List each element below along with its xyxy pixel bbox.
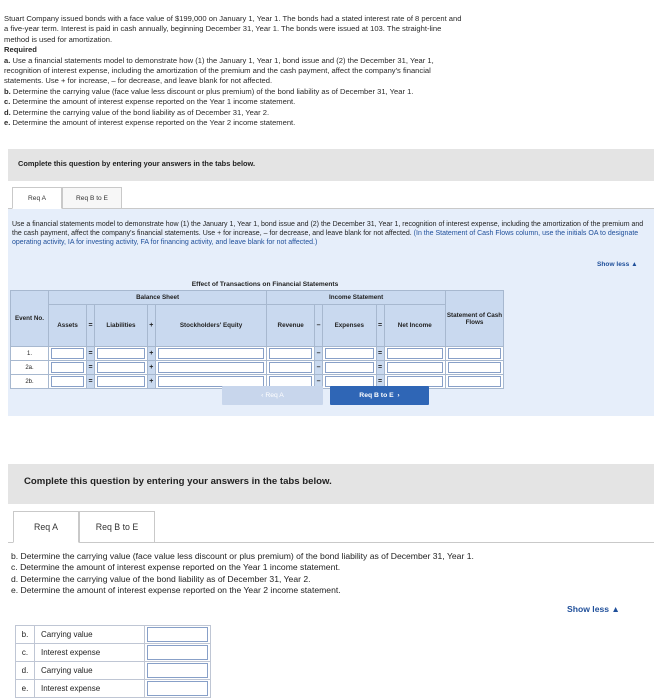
triangle-up-icon: ▲ xyxy=(631,261,638,268)
tab-req-b-to-e[interactable]: Req B to E xyxy=(62,187,122,209)
event-number: 2a. xyxy=(11,361,49,375)
equals-sign: = xyxy=(376,305,384,347)
equals-sign: = xyxy=(87,305,95,347)
equity-input[interactable] xyxy=(158,362,264,373)
tab-req-a[interactable]: Req A xyxy=(13,511,79,543)
next-req-b-to-e-button[interactable]: Req B to E › xyxy=(330,386,429,405)
tab-req-a[interactable]: Req A xyxy=(12,187,62,209)
problem-line: a five-year term. Interest is paid in cash annually, beginning December 31, Year 1. The bonds were issued at 103. The straight-line xyxy=(4,24,442,34)
requirement-d: d. Determine the carrying value of the bond liability as of December 31, Year 2. xyxy=(4,107,270,117)
answer-letter: e. xyxy=(16,680,35,698)
revenue-input[interactable] xyxy=(269,362,312,373)
problem-line: Stuart Company issued bonds with a face value of $199,000 on January 1, Year 1. The bonds had a stated interest rate of 8 percent and xyxy=(4,14,462,23)
answers-table xyxy=(15,625,211,698)
cash-flows-input[interactable] xyxy=(448,362,501,373)
answer-label: Interest expense xyxy=(35,644,145,662)
plus-sign: + xyxy=(147,361,155,375)
instructions-banner: Complete this question by entering your answers in the tabs below. xyxy=(8,149,654,181)
interest-expense-year1-input[interactable] xyxy=(147,645,208,660)
requirement-c: c. Determine the amount of interest expense reported on the Year 1 income statement. xyxy=(4,97,296,107)
equity-input[interactable] xyxy=(158,348,264,359)
answer-label: Carrying value xyxy=(35,626,145,644)
balance-sheet-header: Balance Sheet xyxy=(49,291,267,305)
expenses-input[interactable] xyxy=(325,362,373,373)
effects-table xyxy=(10,290,504,389)
answer-label: Carrying value xyxy=(35,662,145,680)
req-b-to-e-instructions xyxy=(11,551,651,597)
show-less-link[interactable]: Show less ▲ xyxy=(567,604,620,614)
show-less-link[interactable]: Show less ▲ xyxy=(597,261,638,268)
problem-statement xyxy=(4,14,644,128)
event-number: 1. xyxy=(11,347,49,361)
cash-flows-input[interactable] xyxy=(448,348,501,359)
table-row xyxy=(16,626,211,644)
revenue-input[interactable] xyxy=(269,348,312,359)
table-row xyxy=(16,662,211,680)
plus-sign: + xyxy=(147,347,155,361)
chevron-right-icon: › xyxy=(393,392,400,399)
table-title: Effect of Transactions on Financial Statements xyxy=(191,281,339,288)
req-a-instructions: Use a financial statements model to demonstrate how (1) the January 1, Year 1, bond issue and (2) the December 31, Year 1, recognition of interest expense, including the amortization of the premium and the cash payment, affect the company's financial statements. Use + for increase, – for decrease, and leave blank for not affected. (In the Statement of Cash Flows column, use the initials OA to designate operating activity, IA for investing activity, FA for financing activity, and leave blank for not affected.) xyxy=(12,221,644,246)
answer-letter: c. xyxy=(16,644,35,662)
minus-sign: – xyxy=(315,361,323,375)
table-row xyxy=(11,361,504,375)
assets-input[interactable] xyxy=(51,362,84,373)
instruction-line: e. Determine the amount of interest expense reported on the Year 2 income statement. xyxy=(11,585,341,596)
cash-flows-header: Statement of Cash Flows xyxy=(446,291,504,347)
prev-req-a-button[interactable]: ‹ Req A xyxy=(222,386,323,405)
event-header: Event No. xyxy=(11,291,49,347)
liabilities-header: Liabilities xyxy=(95,305,148,347)
minus-sign: – xyxy=(315,305,323,347)
event-number: 2b. xyxy=(11,375,49,389)
carrying-value-year2-input[interactable] xyxy=(147,663,208,678)
net-income-input[interactable] xyxy=(387,348,443,359)
table-row xyxy=(16,644,211,662)
expenses-input[interactable] xyxy=(325,348,373,359)
requirement-a-cont: recognition of interest expense, including the amortization of the premium and the cash payment, affect the company's financial xyxy=(4,66,431,76)
plus-sign: + xyxy=(147,305,155,347)
requirement-a: a. Use a financial statements model to demonstrate how (1) the January 1, Year 1, bond issue and (2) the December 31, Year 1, xyxy=(4,55,434,65)
instruction-line: d. Determine the carrying value of the bond liability as of December 31, Year 2. xyxy=(11,573,311,584)
carrying-value-year1-input[interactable] xyxy=(147,627,208,642)
net-income-header: Net Income xyxy=(384,305,445,347)
minus-sign: – xyxy=(315,347,323,361)
net-income-input[interactable] xyxy=(387,362,443,373)
expenses-header: Expenses xyxy=(323,305,376,347)
assets-header: Assets xyxy=(49,305,87,347)
assets-input[interactable] xyxy=(51,348,84,359)
answer-letter: d. xyxy=(16,662,35,680)
cash-flows-input[interactable] xyxy=(448,376,501,387)
answer-letter: b. xyxy=(16,626,35,644)
triangle-up-icon: ▲ xyxy=(611,604,620,614)
equals-sign: = xyxy=(376,347,384,361)
instruction-line: c. Determine the amount of interest expense reported on the Year 1 income statement. xyxy=(11,562,341,573)
instruction-line: b. Determine the carrying value (face value less discount or plus premium) of the bond liability as of December 31, Year 1. xyxy=(11,551,474,561)
instructions-banner: Complete this question by entering your answers in the tabs below. xyxy=(8,464,654,504)
required-heading: Required xyxy=(4,45,37,55)
requirement-e: e. Determine the amount of interest expense reported on the Year 2 income statement. xyxy=(4,118,296,128)
interest-expense-year2-input[interactable] xyxy=(147,681,208,696)
chevron-left-icon: ‹ xyxy=(261,392,266,399)
liabilities-input[interactable] xyxy=(97,348,145,359)
equals-sign: = xyxy=(87,375,95,389)
liabilities-input[interactable] xyxy=(97,376,145,387)
requirement-b: b. Determine the carrying value (face value less discount or plus premium) of the bond liability as of December 31, Year 1. xyxy=(4,86,414,96)
equals-sign: = xyxy=(87,347,95,361)
revenue-header: Revenue xyxy=(267,305,315,347)
equity-header: Stockholders' Equity xyxy=(155,305,266,347)
liabilities-input[interactable] xyxy=(97,362,145,373)
equals-sign: = xyxy=(376,375,384,389)
tab-req-b-to-e[interactable]: Req B to E xyxy=(79,511,155,543)
plus-sign: + xyxy=(147,375,155,389)
answer-label: Interest expense xyxy=(35,680,145,698)
requirement-a-cont: statements. Use + for increase, – for decrease, and leave blank for not affected. xyxy=(4,76,273,86)
table-row xyxy=(11,347,504,361)
income-statement-header: Income Statement xyxy=(267,291,446,305)
table-row xyxy=(16,680,211,698)
equals-sign: = xyxy=(87,361,95,375)
equals-sign: = xyxy=(376,361,384,375)
minus-sign: – xyxy=(315,375,323,389)
assets-input[interactable] xyxy=(51,376,84,387)
problem-line: method is used for amortization. xyxy=(4,34,113,44)
